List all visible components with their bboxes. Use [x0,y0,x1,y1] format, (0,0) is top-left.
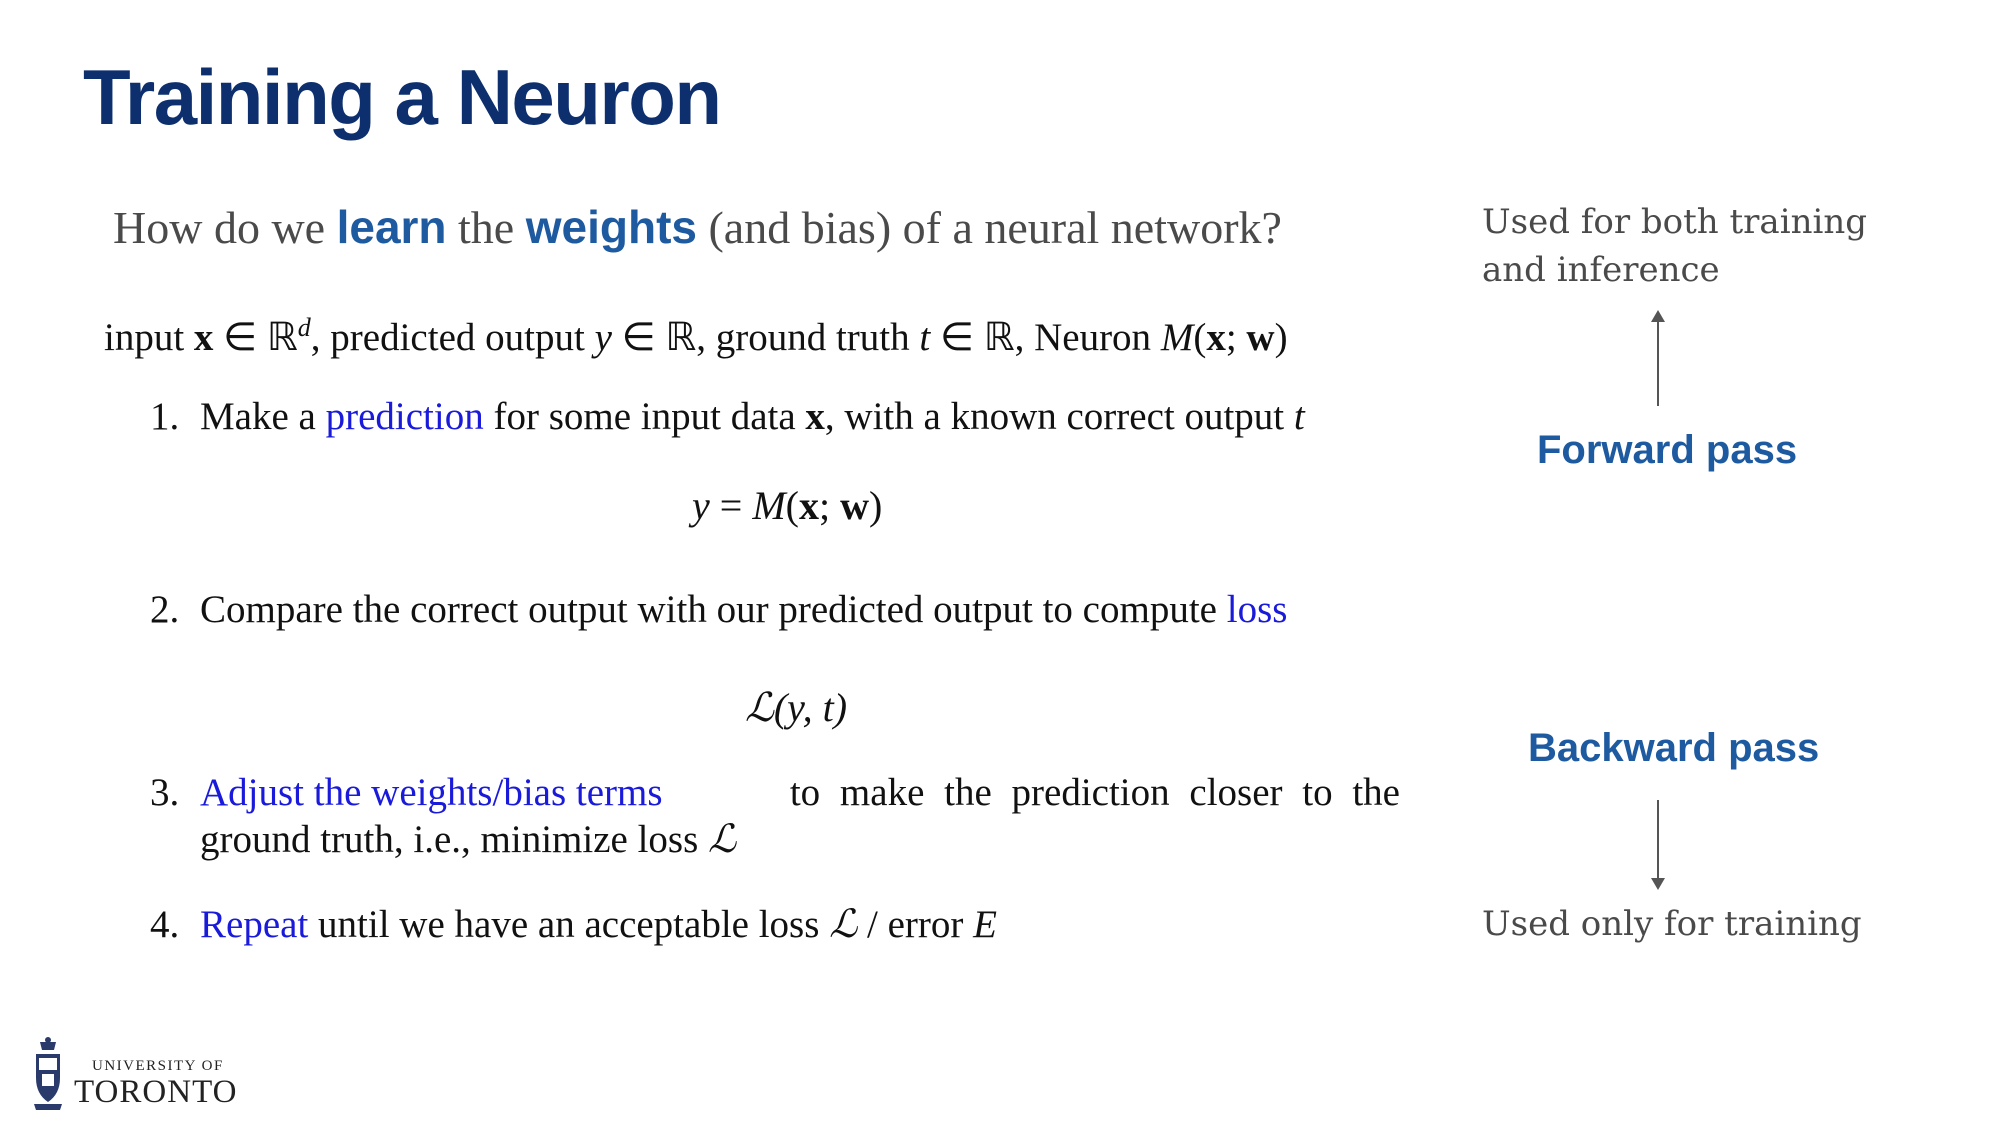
eq1-x: x [798,483,819,528]
question-line [113,200,1282,254]
step-1-pre: Make a [200,395,326,438]
forward-note-line2: and inference [1482,250,1720,290]
step-1-post2: , with a known correct output [824,395,1294,438]
university-logo [30,1036,270,1112]
def-d: d [297,313,311,342]
equation-loss [745,684,847,731]
def-open: ( [1193,316,1207,359]
backward-arrow-line [1657,800,1659,880]
step-3-post: to make the prediction closer to the [789,771,1400,814]
def-semi: ; [1225,316,1247,359]
step-1-x: x [805,395,825,438]
eq1-open: ( [785,483,799,528]
eq2-L: ℒ [745,685,774,730]
step-2-highlight: loss [1226,588,1288,631]
def-in-rd: ∈ ℝ [213,316,298,359]
eq1-w: w [840,483,869,528]
step-3 [150,770,1400,862]
step-4-L: ℒ [829,903,858,946]
def-x2: x [1206,316,1226,359]
definition-line [104,313,1288,360]
step-3-L: ℒ [708,818,737,861]
logo-line1: UNIVERSITY OF [92,1058,224,1074]
step-4-post2: / error [857,903,974,946]
def-w: w [1246,316,1275,359]
question-learn: learn [336,201,447,253]
def-x: x [193,316,214,359]
forward-note [1482,198,1867,294]
question-part2: the [446,202,526,253]
step-2-num: 2. [150,588,180,631]
step-1-post: for some input data [483,395,806,438]
question-weights: weights [525,201,697,253]
def-t: t [919,316,931,359]
step-4-num: 4. [150,903,180,946]
step-3-highlight: Adjust the weights/bias terms [200,771,663,814]
eq1-close: ) [869,483,883,528]
def-predicted: , predicted output [310,316,595,359]
def-in-r2: ∈ ℝ, Neuron [930,316,1161,359]
step-2-pre: Compare the correct output with our predicted output to compute [200,588,1227,631]
forward-arrow-line [1657,320,1659,406]
question-part1: How do we [113,202,337,253]
eq1-semi: ; [818,483,841,528]
arrow-down-icon [1651,878,1665,890]
slide-title: Training a Neuron [83,53,721,141]
crest-icon [30,1036,66,1112]
question-part3: (and bias) of a neural network? [696,202,1282,253]
def-in-r1: ∈ ℝ, ground truth [611,316,920,359]
eq1-eq: = [709,483,753,528]
def-close: ) [1274,316,1288,359]
arrow-up-icon [1651,310,1665,322]
forward-pass-label: Forward pass [1537,428,1798,472]
step-1-highlight: prediction [325,395,484,438]
def-M: M [1160,316,1194,359]
eq2-rest: (y, t) [773,685,848,730]
step-4-E: E [973,903,997,946]
step-4 [150,902,997,947]
def-input: input [104,316,194,359]
eq1-y: y [692,483,710,528]
equation-prediction [692,482,882,529]
step-3-line2: ground truth, i.e., minimize loss [200,818,709,861]
forward-note-line1: Used for both training [1482,202,1868,242]
step-2 [150,587,1287,632]
eq1-M: M [752,483,786,528]
def-y: y [594,316,612,359]
step-1-t: t [1293,395,1305,438]
backward-pass-label: Backward pass [1528,726,1820,770]
step-1 [150,394,1305,439]
step-3-num: 3. [150,771,180,814]
step-1-num: 1. [150,395,180,438]
step-4-post: until we have an acceptable loss [308,903,830,946]
step-4-highlight: Repeat [200,903,309,946]
logo-line2: TORONTO [74,1074,238,1110]
backward-note: Used only for training [1482,904,1862,944]
